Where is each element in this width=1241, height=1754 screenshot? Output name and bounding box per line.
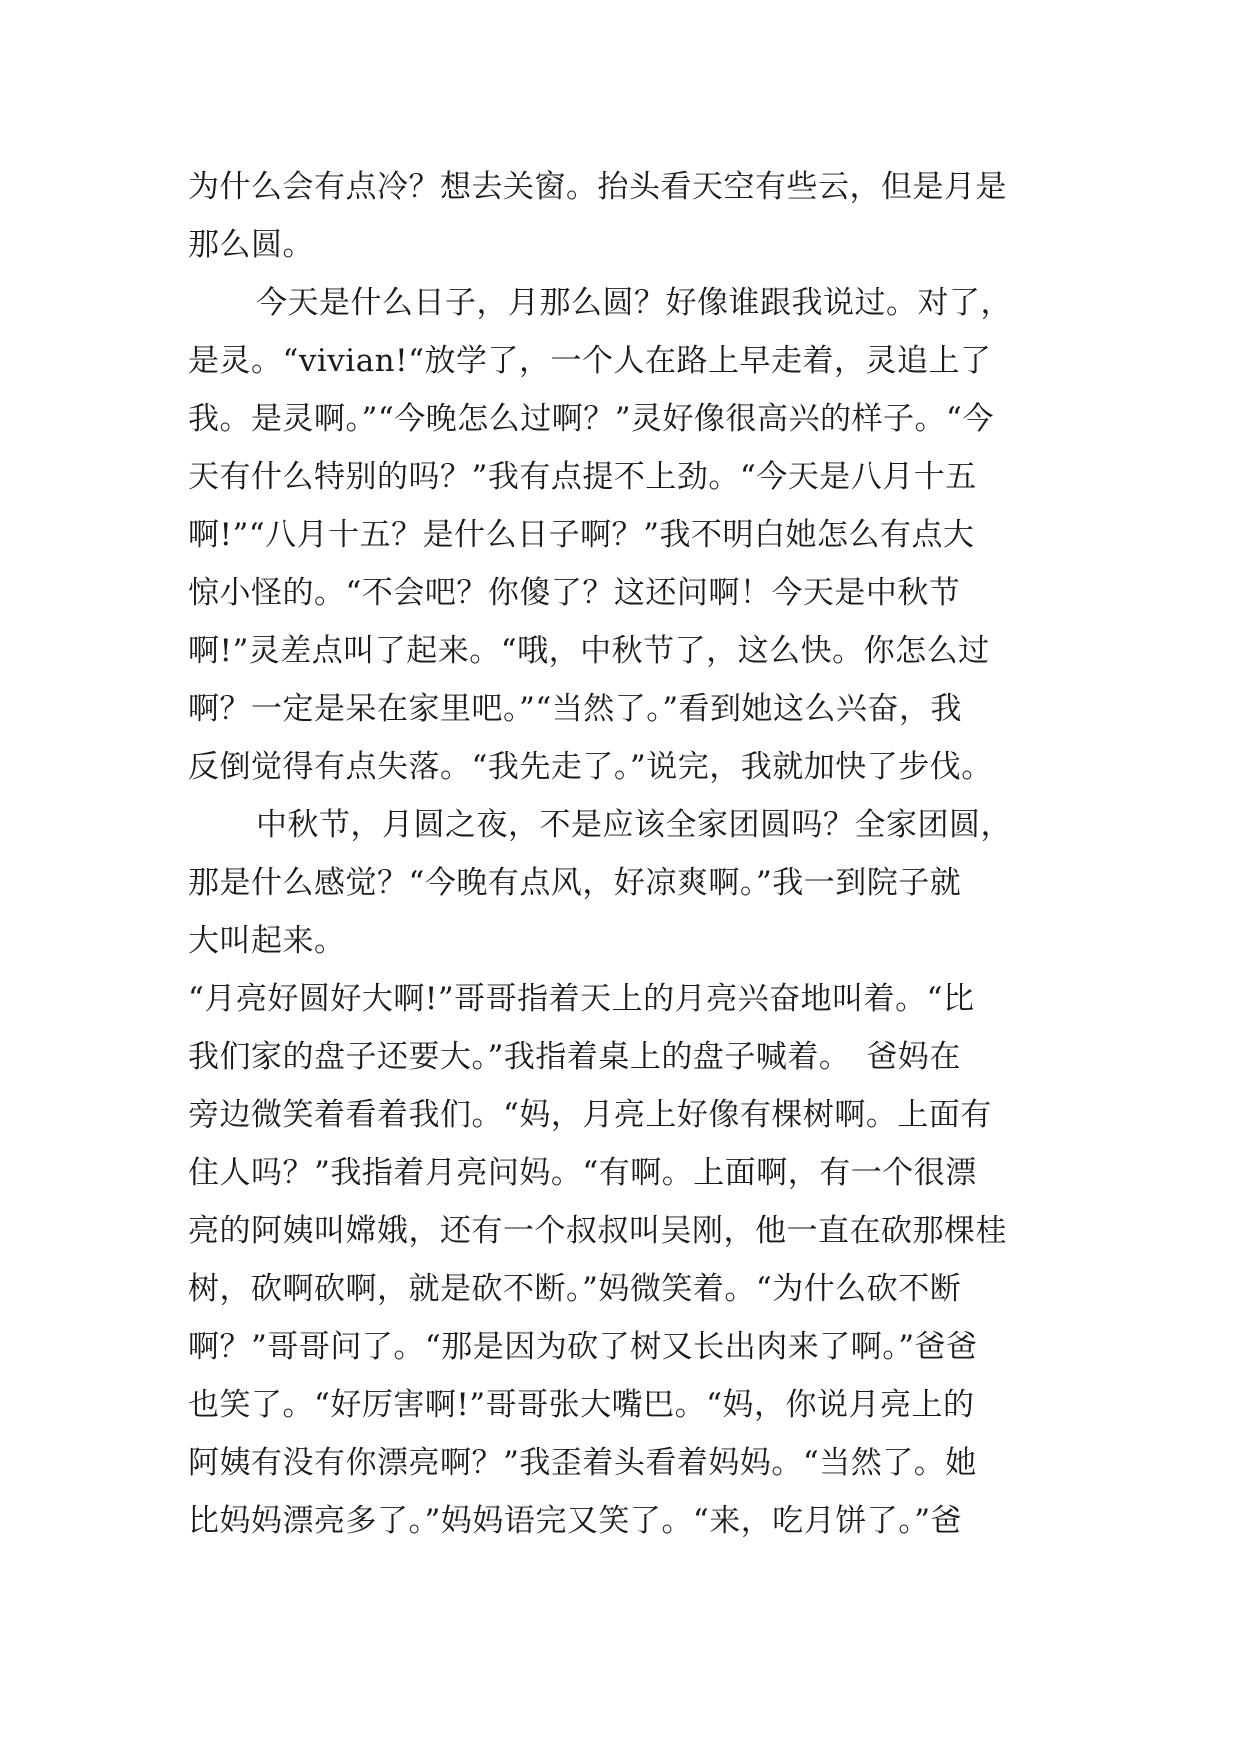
paragraph-first-line: 今天是什么日子，月那么圆？好像谁跟我说过。对了，	[256, 285, 1012, 321]
text-line: “月亮好圆好大啊!”哥哥指着天上的月亮兴奋地叫着。“比	[188, 981, 975, 1017]
text-line: 是灵。“vivian!“放学了，一个人在路上早走着，灵追上了	[188, 343, 992, 379]
text-line: 阿姨有没有你漂亮啊？”我歪着头看着妈妈。“当然了。她	[188, 1445, 977, 1481]
text-line: 天有什么特别的吗？”我有点提不上劲。“今天是八月十五	[188, 459, 977, 495]
text-line: 啊？”哥哥问了。“那是因为砍了树又长出肉来了啊。”爸爸	[188, 1329, 978, 1365]
document-body	[188, 158, 1048, 1550]
text-line: 亮的阿姨叫嫦娥，还有一个叔叔叫吴刚，他一直在砍那棵桂	[188, 1213, 1007, 1249]
text-line: 我。是灵啊。”“今晚怎么过啊？”灵好像很高兴的样子。“今	[188, 401, 994, 437]
text-line: 住人吗？”我指着月亮问妈。“有啊。上面啊，有一个很漂	[188, 1155, 977, 1191]
text-line: 反倒觉得有点失落。“我先走了。”说完，我就加快了步伐。	[188, 749, 993, 785]
text-line: 比妈妈漂亮多了。”妈妈语完又笑了。“来，吃月饼了。”爸	[188, 1503, 963, 1539]
text-line: 树，砍啊砍啊，就是砍不断。”妈微笑着。“为什么砍不断	[188, 1271, 962, 1307]
text-line: 大叫起来。	[188, 923, 346, 959]
text-line: 旁边微笑着看着我们。“妈，月亮上好像有棵树啊。上面有	[188, 1097, 992, 1133]
text-line: 我们家的盘子还要大。”我指着桌上的盘子喊着。 爸妈在	[188, 1039, 961, 1075]
text-line: 那么圆。	[188, 227, 314, 263]
text-line: 惊小怪的。“不会吧？你傻了？这还问啊！今天是中秋节	[188, 575, 961, 611]
text-line: 啊!”灵差点叫了起来。“哦，中秋节了，这么快。你怎么过	[188, 633, 990, 669]
text-line: 啊!”“八月十五？是什么日子啊？”我不明白她怎么有点大	[188, 517, 975, 553]
text-line: 那是什么感觉？“今晚有点风，好凉爽啊。”我一到院子就	[188, 865, 962, 901]
paragraph-first-line: 中秋节，月圆之夜，不是应该全家团圆吗？全家团圆，	[256, 807, 1012, 843]
text-line: 为什么会有点冷？想去关窗。抬头看天空有些云，但是月是	[188, 169, 1007, 205]
text-line: 啊？一定是呆在家里吧。”“当然了。”看到她这么兴奋，我	[188, 691, 963, 727]
text-line: 也笑了。“好厉害啊!”哥哥张大嘴巴。“妈，你说月亮上的	[188, 1387, 975, 1423]
